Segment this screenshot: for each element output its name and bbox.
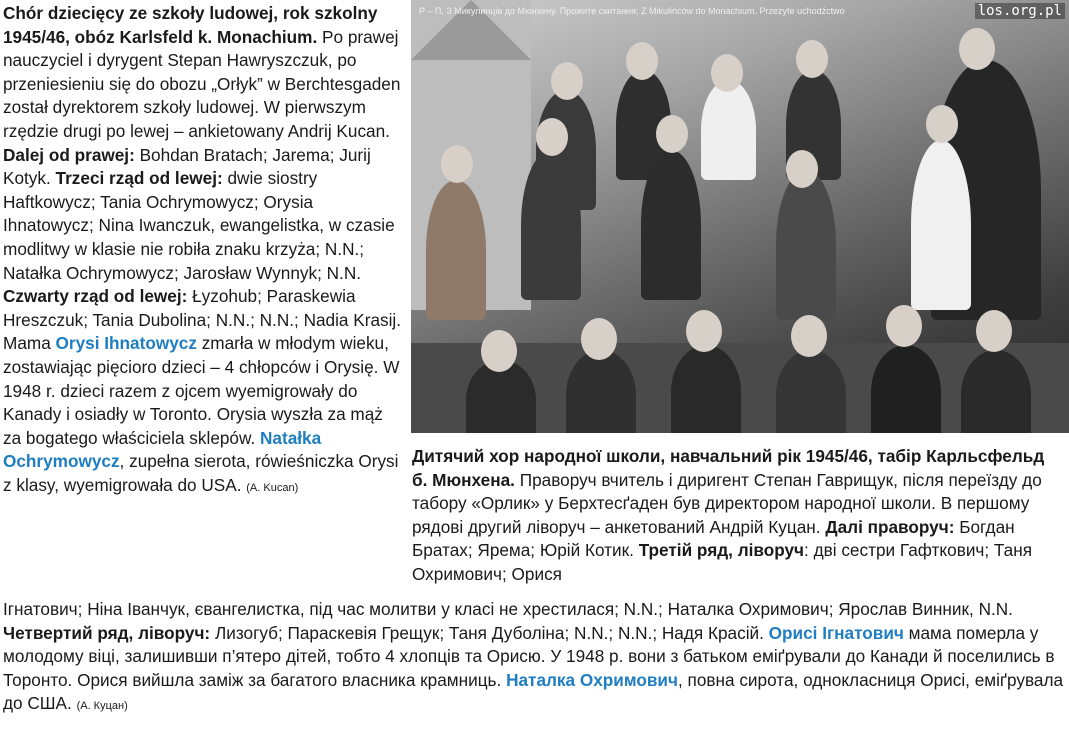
polish-fourth-row-names: Łyzohub; Paraskewia Hreszczuk; Tania Dubolina; N.N.; N.N.; Nadia Krasij. Mama [3, 286, 402, 354]
polish-highlight-orysia: Orysi Ihnatowycz [55, 333, 197, 354]
ukrainian-story-text: мама померла у молодому віці, залишивши п’ятеро дітей, тобто 4 хлопців та Орисю. У 1948 р. вони з батьком еміґрували до Канади й поселились в Торонто. Орися вийшла заміж за багатого власника крамниць. [3, 622, 1055, 690]
polish-story-end: , zupełna sierota, rówieśniczka Orysi z klasy, wyemigrowała do USA. [3, 451, 399, 495]
ukrainian-story-end: , повна сирота, однокласниця Орисі, еміґрувала до США. [3, 669, 1064, 714]
ukrainian-row-names: Богдан Братах; Ярема; Юрій Котик. [412, 516, 1015, 561]
ukrainian-label-from-right: Далі праворуч: [825, 516, 955, 537]
ukrainian-label-third-row: Третій ряд, ліворуч [638, 540, 805, 561]
ukrainian-source: (А. Куцан) [76, 700, 128, 713]
ukrainian-highlight-natalka: Наталка Охримович [506, 669, 678, 690]
ukrainian-third-row-names-end: Ігнатович; Ніна Іванчук, євангелистка, під час молитви у класі не хрестилася; N.N.; Наталка Охримович; Ярослав Винник, N.N. [3, 599, 1013, 619]
ukrainian-label-fourth-row: Четвертий ряд, ліворуч: [3, 622, 211, 643]
site-watermark: los.org.pl [975, 3, 1065, 19]
ukrainian-text-block [412, 445, 1064, 587]
ukrainian-title: Дитячий хор народної школи, навчальний рік 1945/46, табір Карльсфельд б. Мюнхена. [412, 446, 1045, 490]
polish-text-block [3, 2, 403, 500]
ukrainian-paragraph: Праворуч вчитель і диригент Степан Гаврищук, після переїзду до табору «Орлик» у Берхтесґаден був директором народної школи. В першому рядові другий ліворуч – анкетований Андрій Куцан. [412, 469, 1042, 537]
polish-row-names: Bohdan Bratach; Jarema; Jurij Kotyk. [3, 144, 371, 189]
polish-third-row-names: dwie siostry Haftkowycz; Tania Ochrymowycz; Orysia Ihnatowycz; Nina Iwanczuk, ewangelistka, w czasie modlitwy w klasie nie robiła znaku krzyża; N.N.; Natałka Ochrymowycz; Jarosław Wynnyk; N.N. [3, 168, 395, 283]
polish-label-fourth-row: Czwarty rząd od lewej: [3, 286, 188, 307]
polish-story-text: zmarła w młodym wieku, zostawiając pięcioro dzieci – 4 chłopców i Orysię. W 1948 r. dzieci razem z ojcem wyemigrowały do Kanady i osiadły w Toronto. Orysia wyszła za mąż za bogatego właściciela sklepów. [3, 333, 400, 448]
photo-source-caption: P – П. З Микулинців до Мюнхену. Прожите скитання; Z Mikulińców do Monachium. Przeżyte uchodźctwo [419, 6, 845, 16]
polish-highlight-natalka: Natałka Ochrymowycz [3, 427, 322, 472]
ukrainian-text-continuation [3, 598, 1065, 719]
polish-label-from-right: Dalej od prawej: [3, 144, 135, 165]
polish-label-third-row: Trzeci rząd od lewej: [55, 168, 223, 189]
polish-paragraph: Po prawej nauczyciel i dyrygent Stepan Hawryszczuk, po przeniesieniu się do obozu „Orłyk” w Berchtesgaden został dyrektorem szkoły ludowej. W pierwszym rzędzie drugi po lewej – ankietowany Andrij Kucan. [3, 26, 401, 141]
ukrainian-highlight-orysia: Орисі Ігнатович [768, 622, 904, 643]
polish-source: (A. Kucan) [246, 481, 299, 494]
polish-title: Chór dziecięcy ze szkoły ludowej, rok szkolny 1945/46, obóz Karlsfeld k. Monachium. [3, 3, 378, 47]
ukrainian-fourth-row-names: Лизогуб; Параскевія Грещук; Таня Дуболіна; N.N.; N.N.; Надя Красій. [214, 622, 764, 643]
choir-group-photo [411, 0, 1069, 433]
ukrainian-third-row-names-start: : дві сестри Гафткович; Таня Охримович; Орися [412, 540, 1033, 584]
